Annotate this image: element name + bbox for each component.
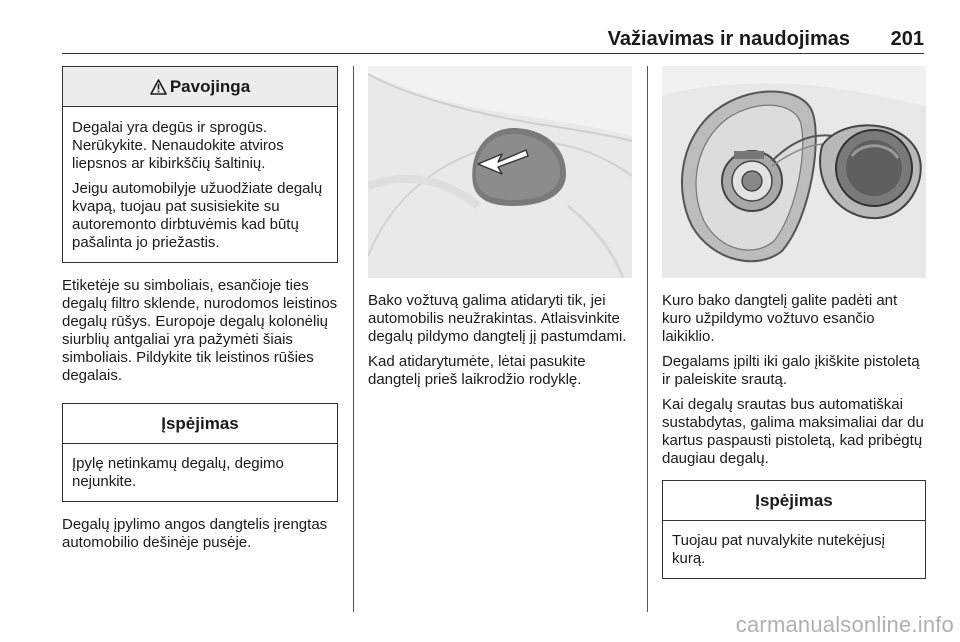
body-paragraph: Degalų įpylimo angos dangtelis įrengtas automobilio dešinėje pusėje. [62, 516, 328, 551]
column-right [662, 66, 926, 579]
danger-box-title: Pavojinga [169, 76, 251, 96]
column-left [62, 66, 338, 552]
body-paragraph: Kad atidarytumėte, lėtai pasukite dangtelį prieš laikrodžio rodyklę. [368, 353, 586, 388]
fuel-cap-figure [662, 66, 926, 278]
body-paragraph: Kuro bako dangtelį galite padėti ant kuro užpildymo vožtuvo esančio laikiklio. [662, 292, 898, 345]
warning-box [662, 480, 926, 579]
danger-box [62, 66, 338, 263]
warning-box-title: Įspėjimas [755, 490, 833, 510]
warning-box-header [663, 481, 925, 521]
warning-box-title: Įspėjimas [161, 413, 239, 433]
warning-text: Įpylę netinkamų degalų, degimo nejunkite. [72, 455, 284, 490]
column-divider [353, 66, 354, 612]
fuel-flap-figure [368, 66, 632, 278]
column-middle [368, 66, 632, 389]
warning-box [62, 403, 338, 502]
page-number: 201 [890, 28, 924, 50]
warning-text: Tuojau pat nuvalykite nutekėjusį kurą. [672, 532, 885, 567]
body-paragraph: Etiketėje su simboliais, esančioje ties degalų filtro sklende, nurodomos leistinos degalų rūšys. Europoje degalų kolonėlių siurblių antgaliai yra pažymėti šiais simboliais. Pildykite tik leistinos rūšies degalais. [62, 277, 338, 384]
danger-text: Degalai yra degūs ir sprogūs. Nerūkykite. Nenaudokite atviros liepsnos ar kibirkščių šaltinių. [72, 119, 284, 172]
body-paragraph: Kai degalų srautas bus automatiškai sustabdytas, galima maksimaliai dar du kartus paspausti pistoletą, kad pribėgtų daugiau degalų. [662, 396, 924, 467]
section-title: Važiavimas ir naudojimas [607, 28, 850, 50]
body-paragraph: Degalams įpilti iki galo įkiškite pistoletą ir paleiskite srautą. [662, 353, 920, 388]
danger-box-header [63, 67, 337, 107]
danger-text: Jeigu automobilyje užuodžiate degalų kvapą, tuojau pat susisiekite su autoremonto dirbtuvėmis kad būtų pašalinta jo priežastis. [72, 180, 323, 251]
warning-box-header [63, 404, 337, 444]
warning-triangle-icon [150, 79, 167, 95]
column-divider [647, 66, 648, 612]
page-header [62, 28, 924, 54]
body-paragraph: Bako vožtuvą galima atidaryti tik, jei automobilis neužrakintas. Atlaisvinkite degalų pildymo dangtelį jį pastumdami. [368, 292, 627, 345]
watermark: carmanualsonline.info [735, 612, 954, 637]
